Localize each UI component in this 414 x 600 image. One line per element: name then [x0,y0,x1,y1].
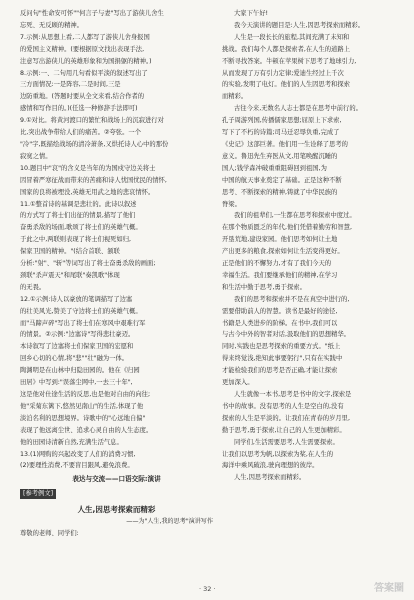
text-line: "冷"字,既描绘战场的清冷萧条,又烘托诗人心中的那份 [20,140,169,148]
text-line: 田居》中写到:"误落尘网中,一去三十年", [20,379,133,387]
text-line: 表现了他远离尘世、追求心灵自由的人生态度。 [20,426,153,434]
text-line: 比,突出战争带给人们的痛苦。②夸张。一个 [20,129,141,137]
text-line: 他"采菊东篱下,悠然见南山"的生活,体现了他 [20,402,144,410]
paragraph-line: 我们的祖辈们,一生都在思考和探索中度过。 [234,212,356,220]
text-line: 的爱国主义精神。(要根据原文找出表现手法, [20,45,145,53]
paragraph-line: 而精彩。 [222,93,248,101]
right-column [222,8,402,484]
text-line: 的壮美风光,赞美了守边将士们的英雄气概。 [20,307,142,315]
text-line: 淡泊名利的思想境界。诗歌中的"心远地自偏" [20,414,146,422]
text-line: 于此之中,两联则表现了将士们视死如归, [20,236,132,244]
text-line: 9.①对比。将黄河渡口的繁忙和战场上的沉寂进行对 [20,117,164,125]
text-line: 的方式写了将士们出征的情景,描写了他们 [20,212,136,220]
text-line: 因冒着严寒征战而带来的苦痛和诗人忧国忧民的情怀, [20,176,167,184]
text-line: 三方面情况:一是阵容,二是时间,三是 [20,81,121,89]
paragraph-line: 写下了不朽的诗篇;司马迁忍辱负重,完成了 [222,129,340,137]
paragraph-line: 幸福生活。我们要继承他们的精神,在学习 [222,271,338,279]
watermark-logo: 答案圈 [374,583,404,594]
text-line: 感情和写作目的。)(任选一种修辞手法即可) [20,105,138,113]
paragraph-line: 的实验,发明了电灯。他们的人生因思考和探索 [222,81,350,89]
text-line: 陶渊明是在山林中归隐田园的。他在《归园 [20,367,140,375]
paragraph-line: 勤于思考,勇于探索,让自己的人生更加精彩。 [222,426,346,434]
text-line: 国家的良将被埋没,英雄无用武之地的悲哀情怀。 [20,188,155,196]
paragraph-line: 挑战。我们每个人都是探索者,在人生的道路上 [222,45,350,53]
text-line: 奋勇杀敌的场面,歌颂了将士们的英雄气概。 [20,224,142,232]
paragraph-line: 中国的航天事业奠定了基础。正是这种不断 [222,176,342,184]
greeting: 尊敬的老师、同学们: [20,529,79,537]
paragraph-line: 从而发现了万有引力定律;爱迪生经过上千次 [222,69,344,77]
text-line: 10.题目中"哀"的含义是当年的为国戍守边关将士 [20,164,156,172]
paragraph-line: 孔子周游列国,传播儒家思想;屈原上下求索, [222,117,342,125]
paragraph-line: 得来终觉浅,绝知此事要躬行",只有在实践中 [222,355,343,363]
paragraph-line: 我们的思考和探索并不是在真空中进行的, [234,295,350,303]
sample-label-row [20,488,213,500]
paragraph-line: 书籍是人类进步的阶梯。在书中,我们可以 [222,319,338,327]
paragraph-line: 国人;钱学森冲破重重阻碍回到祖国,为 [222,164,327,172]
text-line: 11.①整首诗的基调是悲壮的。此诗以叙述 [20,200,137,208]
paragraph-line: 更加深入。 [222,379,254,387]
text-line: 12.①示例:诗人以豪放的笔调描写了边塞 [20,295,133,303]
text-line: 分析:"射"、"斩"等词写出了将士奋勇杀敌的画面; [20,260,156,268]
text-line: 的情景。②示例:"边塞诗"写得悲壮豪迈。 [20,331,135,339]
text-line: 忘死、无反顾的精神。 [20,21,83,29]
paragraph-line: 同时,实践也是思考探索的重要方式。"纸上 [222,343,341,351]
text-line: 7.示例:从思想上看,二人都写了游侠儿舍身报国 [20,33,150,41]
text-line: 他的田园诗清新自然,充满生活气息。 [20,438,123,446]
essay-subtitle: ——为"人生,我的思考"演讲写作 [126,518,213,526]
paragraph-line: 与古今中外的智者对话,汲取他们的思想精华。 [222,331,350,339]
paragraph-line: 古往今来,无数名人志士都是在思考中前行的。 [234,105,362,113]
essay-title: 人生,因思考探索而精彩 [77,505,156,515]
page-number: · 32 · [199,585,216,593]
text-line: 13.(1)网购的兴起改变了人们的消费习惯, [20,450,136,458]
paragraph-line: 意义。鲁迅先生弃医从文,用笔唤醒沉睡的 [222,152,338,160]
sample-label: [参考例文] [20,489,56,499]
paragraph-line: 开垦荒地,建设家园。他们思考如何让土地 [222,236,338,244]
text-line: 回乡心切的心情,将"悲""壮"融为一体。 [20,355,129,363]
paragraph-line: 正是他们的不懈努力,才有了我们今天的 [222,260,332,268]
paragraph-line: 脊梁。 [222,200,241,208]
paragraph-line: 让我们以思考为帆,以探索为桨,在人生的 [222,450,334,458]
closing-line: 人生,因思考探索而精彩。 [234,474,306,482]
text-line: 8.示例:一、二句用几句看似平淡的叙述写出了 [20,69,148,77]
paragraph-line: 才能检验我们的思考是否正确,才能让探索 [222,367,338,375]
text-line: 这是他对仕途生活的反思,也是他对自由的向往; [20,391,151,398]
text-line: 反问句"性命安可怀""何言子与妻"写出了游侠儿舍生 [20,10,164,17]
paragraph-line: 我今天演讲的题目是:人生,因思考探索而精彩。 [234,21,365,29]
paragraph-line: 同学们,生活需要思考,人生需要探索。 [234,438,339,446]
text-line: 而"马蹄声碎"写出了将士们在寒风中艰难行军 [20,319,146,327]
text-line: 的无畏。 [20,283,46,291]
paragraph-line: 不断寻找答案。牛顿在苹果树下思考了地球引力, [222,57,357,65]
paragraph-line: 思考、不断探索的精神,铸就了中华民族的 [222,188,338,196]
paragraph-line: 在那个物质匮乏的年代,他们凭借着勤劳和智慧, [222,224,352,232]
text-line: 边防重地。(答题时要从全文来看,结合作者的 [20,93,145,101]
paragraph-line: 人生是一段长长的旅程,其间充满了未知和 [234,33,350,41]
text-line: (2)要理性消费,不要盲目跟风,避免浪费。 [20,462,134,470]
text-line: 注意写出游侠儿的英雄形象和为国捐躯的精神。) [20,57,152,65]
paragraph-line: 和生活中勤于思考,勇于探索。 [222,283,306,291]
text-line: 本诗叙写了边塞将士们保家卫国的宏愿和 [20,343,134,351]
left-column [20,8,213,540]
paragraph-line: 《史记》这部巨著。他们用一生诠释了思考的 [222,140,348,148]
paragraph-line: 需要借助前人的智慧。读书是最好的途径, [222,307,338,315]
paragraph-line: 探索的人生是平淡的。让我们在青春的岁月里, [222,414,350,422]
paragraph-line: 书中的故事。没有思考的人生是空白的,没有 [222,402,344,410]
paragraph-line: 海洋中乘风破浪,驶向理想的彼岸。 [222,462,319,470]
text-line: 保家卫国的精神。"(结合首联、颔联 [20,248,120,256]
paragraph-line: 产出更多的粮食,探索如何让生活变得更好。 [222,248,344,256]
paragraph-line: 人生就像一本书,思考是书中的文字,探索是 [234,391,352,398]
section-title: 表达与交流——口语交际:演讲 [72,475,161,484]
text-line: 寂寞之情。 [20,152,52,160]
text-line: 颈联"杀声震天"和尾联"奏凯歌"体现 [20,271,120,279]
greeting: 大家下午好! [234,10,269,17]
